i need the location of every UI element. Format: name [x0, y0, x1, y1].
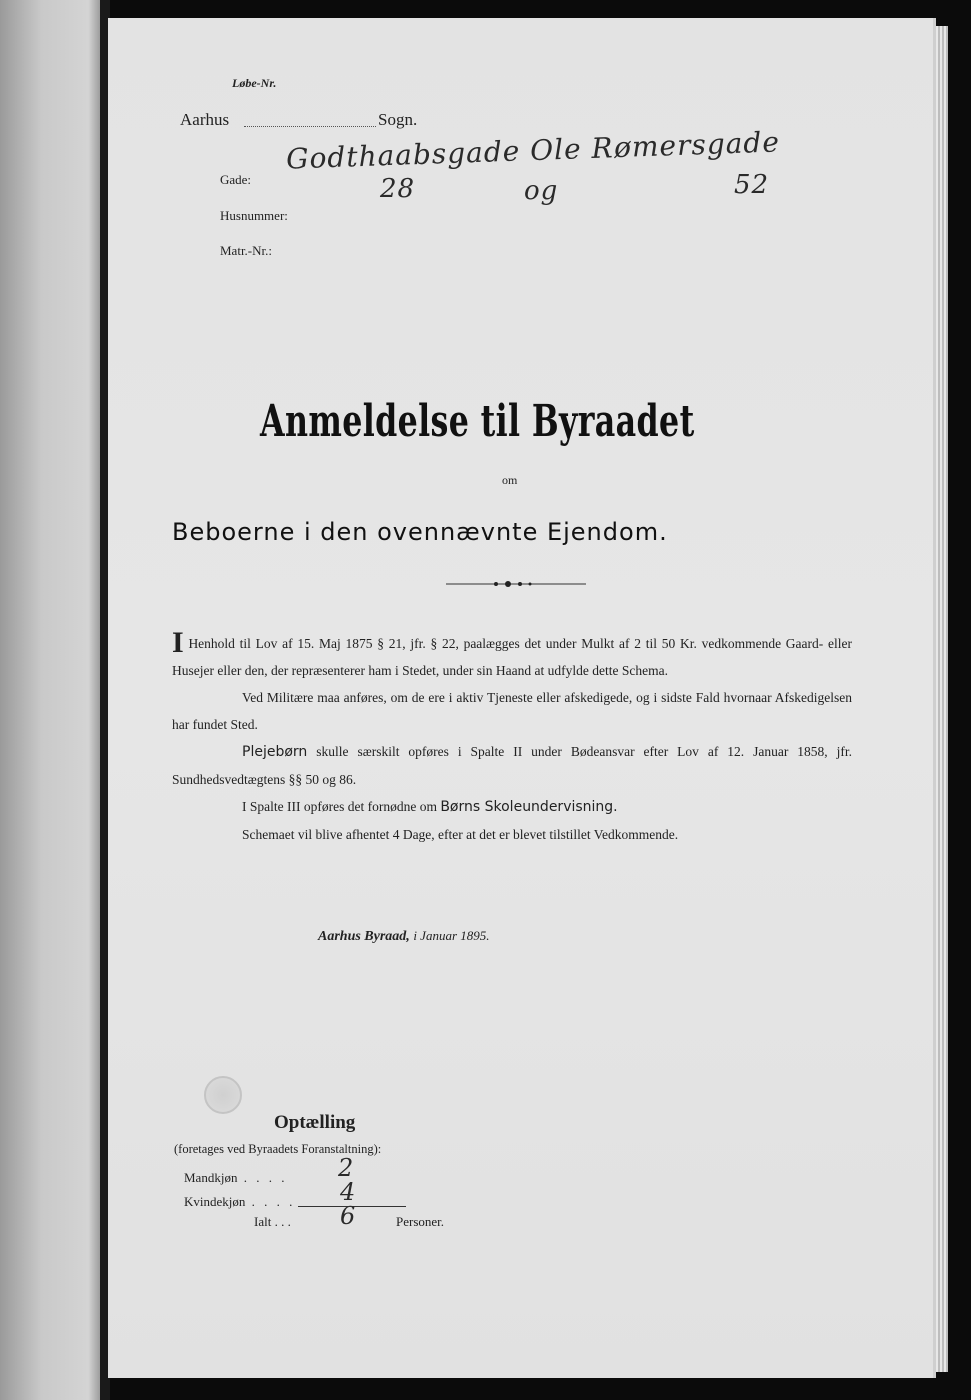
plejeborn-lead: Plejebørn: [242, 744, 308, 760]
paragraph-1: [172, 626, 852, 684]
paragraph-4: [172, 793, 852, 821]
left-facing-page: [0, 0, 104, 1400]
paragraph-4-text: I Spalte III opføres det fornødne om: [242, 799, 437, 814]
count-heading: Optælling: [274, 1112, 356, 1133]
mandkjon-label-text: Mandkjøn: [184, 1170, 238, 1185]
matr-label: Matr.-Nr.:: [220, 243, 272, 258]
city-label: Aarhus: [180, 110, 230, 129]
gade-label: Gade:: [220, 172, 252, 187]
personer-label: Personer.: [396, 1214, 445, 1229]
mandkjon-value: 2: [338, 1154, 355, 1182]
handwritten-street: Godthaabsgade Ole Rømersgade: [285, 125, 781, 176]
signature-date: i Januar 1895.: [413, 928, 490, 943]
husnummer-label: Husnummer:: [220, 208, 288, 223]
handwritten-number-1: 28: [380, 174, 416, 204]
kvindekjon-value: 4: [340, 1178, 357, 1206]
paragraph-3-text: skulle særskilt opføres i Spalte II under Bødeansvar efter Lov af 12. Januar 1858, jfr. Sundhedsvedtægtens §§ 50 og 86.: [172, 744, 853, 787]
document-title: Anmeldelse til Byraadet: [260, 396, 695, 447]
handwritten-number-2: 52: [734, 170, 770, 200]
ialt-label-text: Ialt: [254, 1214, 272, 1229]
kvindekjon-label-text: Kvindekjøn: [184, 1194, 246, 1209]
faded-stamp-mark: [204, 1076, 242, 1114]
paragraph-4-emphasis: Børns Skoleundervisning.: [440, 799, 618, 815]
count-note: (foretages ved Byraadets Foranstaltning):: [174, 1142, 382, 1156]
drop-initial: I: [172, 626, 184, 659]
kvindekjon-label: Kvindekjøn . . . .: [184, 1194, 296, 1209]
document-page: [108, 18, 936, 1378]
om-label: om: [502, 473, 518, 487]
ialt-value: 6: [340, 1202, 357, 1230]
sogn-dotline: [244, 126, 376, 127]
paragraph-2: Ved Militære maa anføres, om de ere i aktiv Tjeneste eller afskedigede, og i sidste Fald hvornaar Afskedigelsen har fundet Sted.: [172, 690, 852, 732]
sogn-label: Sogn.: [378, 110, 418, 129]
lobe-nr-label: Løbe-Nr.: [232, 76, 277, 90]
signature-org: Aarhus Byraad,: [318, 929, 410, 944]
ornamental-divider: [446, 578, 586, 590]
signature-line: [318, 928, 490, 945]
paragraph-3: [172, 738, 852, 793]
document-subtitle: Beboerne i den ovennævnte Ejendom.: [172, 518, 668, 546]
ialt-label: Ialt . . .: [254, 1214, 291, 1229]
handwritten-og: og: [524, 176, 559, 206]
paragraph-1-text: Henhold til Lov af 15. Maj 1875 § 21, jfr. § 22, paalægges det under Mulkt af 2 til 50 Kr. vedkommende Gaard- eller Husejer eller den, der repræsenterer ham i Stedet, under sin Haand at udfylde dette Schema.: [172, 636, 852, 678]
mandkjon-label: Mandkjøn . . . .: [184, 1170, 288, 1185]
paragraph-5: Schemaet vil blive afhentet 4 Dage, efter at det er blevet tilstillet Vedkommende.: [242, 827, 679, 842]
instructions-block: [172, 626, 853, 848]
